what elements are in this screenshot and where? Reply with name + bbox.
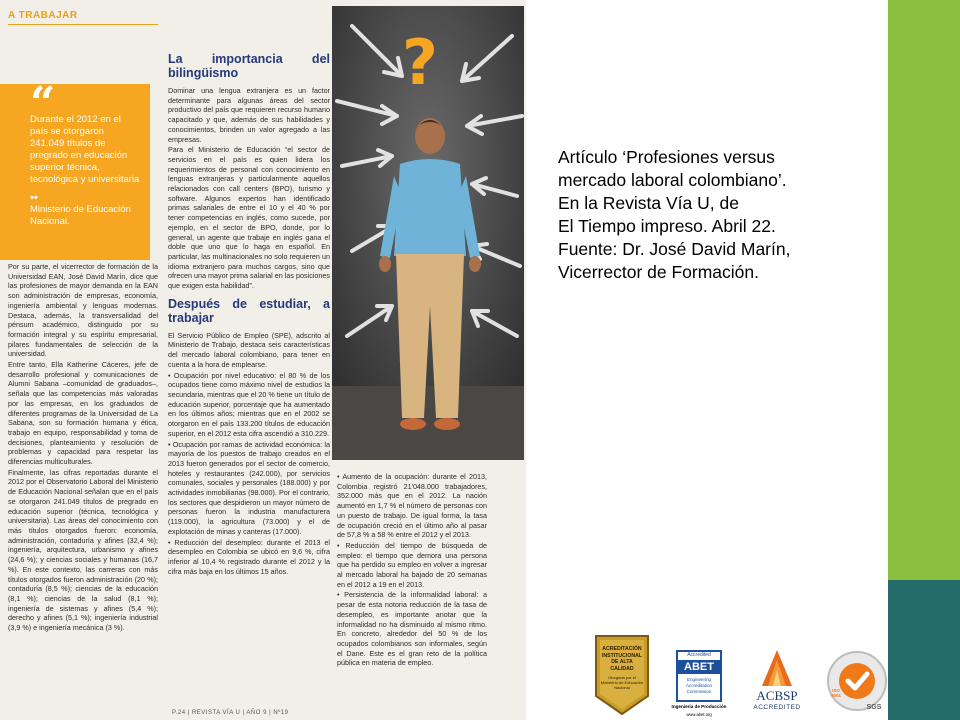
abet-sub1: Engineering bbox=[686, 677, 712, 682]
page-folio: P.24 | REVISTA VÍA U | AÑO 9 | Nº19 bbox=[172, 710, 289, 716]
svg-text:?: ? bbox=[402, 26, 438, 99]
acbsp-sub: ACCREDITED bbox=[753, 704, 801, 711]
abet-caption: Ingeniería de Producción bbox=[671, 704, 727, 709]
article-photo bbox=[332, 6, 524, 460]
accent-bar-green bbox=[888, 0, 960, 580]
abet-sub3: Commission bbox=[686, 689, 712, 694]
caption-line: Artículo ‘Profesiones versus bbox=[558, 147, 775, 167]
paragraph: • Reducción del tiempo de búsqueda de empleo: el tiempo que demora una persona que ha perdido su empleo en volver a ingresar al mercado laboral ha bajado de 20 semanas en el 2012 a 19 en el 2013. bbox=[337, 540, 487, 589]
paragraph: • Ocupación por ramas de actividad económica: la mayoría de los puestos de trabajo creados en el 2013 fueron generados por el sector de comercio, hoteles y restaurantes (242.000), por servicios comunales, sociales y personales (188.000) y por actividades inmobiliarias (98.000). Por el contrario, los sectores que despidieron un mayor número de personas fueron la industria manufacturera (119.000), la agricultura (73.000) y el de explotación de minas y canteras (17.000). bbox=[168, 439, 330, 536]
quote-dots: •• bbox=[30, 192, 38, 204]
section-heading: La importancia del bilingüismo bbox=[168, 52, 330, 80]
abet-top: Accredited bbox=[687, 652, 711, 658]
paragraph: • Persistencia de la informalidad laboral: a pesar de esta notoria reducción de la tasa de desempleo, es importante anotar que la informalidad no ha disminuido al mismo ritmo. En concreto, alrededor del 50 % de los ocupados colombianos son informales, según el Dane. Este es el gran reto de la política pública en materia de empleo. bbox=[337, 590, 487, 668]
acbsp-flame-icon bbox=[748, 648, 806, 688]
article-column-left bbox=[8, 262, 158, 634]
abet-mark: ABET bbox=[678, 660, 720, 674]
paragraph: Entre tanto, Ella Katherine Cáceres, jefe de desarrollo profesional y comunicaciones de Alumni Sabana –comunidad de graduados–, señala que las competencias más valoradas por las empresas, en los graduados de diferentes programas de la Universidad de La Sabana, son su formación humana y ética, trabajo en equipo, responsabilidad y toma de decisiones, planteamiento y resolución de problemas y capacidad para respetar las diferencias multiculturales. bbox=[8, 360, 158, 467]
paragraph: • Aumento de la ocupación: durante el 2013, Colombia registró 21'048.000 trabajadores, 352.000 más que en el 2012. La nación aumentó en 1,7 % el número de personas con un puesto de trabajo. De igual forma, la tasa de ocupación creció en el último año al pasar de 57,8 % a 58 % entre el 2012 y el 2013. bbox=[337, 472, 487, 540]
chalkboard-man-illustration bbox=[332, 6, 524, 460]
acbsp-logo bbox=[748, 648, 806, 716]
caption-line: Fuente: Dr. José David Marín, bbox=[558, 239, 791, 259]
paragraph: El Servicio Público de Empleo (SPE), adscrito al Ministerio de Trabajo, destaca seis características del mercado laboral colombiano, para tener en cuenta a la hora de emplearse. bbox=[168, 330, 330, 369]
acreditacion-logo bbox=[592, 634, 652, 716]
paragraph: Finalmente, las cifras reportadas durante el 2012 por el Observatorio Laboral del Ministerio de Educación Nacional señalan que en el país se otorgaron 241.049 títulos de pregrado en educación superior (técnica, tecnológica y universitaria). Las áreas del conocimiento con más títulos otorgados fueron: economía, administración, contaduría y afines (32,4 %); ingeniería, arquitectura, urbanismo y afines (24,6 %); y ciencias sociales y humanas (16,7 %). En este contexto, las carreras con más títulos otorgados fueron administración (20 %); contaduría (8,5 %); ciencias de la educación (8,1 %); ciencias de la salud (8,1 %); ingeniería de sistemas y afines (5,4 %); derecho y afines (5,1 %); ingeniería industrial (3,9 %) e ingeniería mecánica (3 %). bbox=[8, 467, 158, 633]
paragraph: Para el Ministerio de Educación “el sector de servicios en el país es quien lidera los requerimientos de personal con conocimiento en lenguas extranjeras y particularmente aquellos relacionados con call centers (BPO), turismo y software. Algunos expertos han identificado primas salariales de entre el 10 y el 40 % por tener competencias en inglés, como sucede, por ejemplo, en el sector de BPO, donde, por lo general, un agente que trabaje en inglés gana el doble que uno que lo haga en español. En particular, las multinacionales no solo requieren un idioma extranjero para muchos cargos, sino que ofrecen una mayor prima salarial en las posiciones que exigen esta habilidad”. bbox=[168, 145, 330, 291]
acbsp-mark: ACBSP bbox=[756, 688, 798, 703]
caption-line: mercado laboral colombiano’. bbox=[558, 170, 787, 190]
paragraph: Por su parte, el vicerrector de formación de la Universidad EAN, José David Marín, dice que las profesiones de mayor demanda en la EAN son administración de empresas, economía, ingeniería ambiental y lenguas modernas. Destaca, además, la transversalidad del pénsum académico, distinguido por su formación integral y su espíritu empresarial, pilares fundamentales de selección de la universidad. bbox=[8, 262, 158, 359]
caption-line: El Tiempo impreso. Abril 22. bbox=[558, 216, 776, 236]
pull-quote bbox=[0, 78, 150, 260]
acred-line1: ACREDITACIÓN bbox=[602, 646, 642, 652]
acred-line3: DE ALTA CALIDAD bbox=[610, 659, 634, 672]
abet-sub2: Accreditation bbox=[685, 683, 712, 688]
quote-text: Durante el 2012 en el país se otorgaron 241.049 títulos de pregrado en educación superior técnica, tecnológica y universitaria bbox=[30, 114, 140, 185]
caption-line: Vicerrector de Formación. bbox=[558, 262, 760, 282]
abet-url: www.abet.org bbox=[686, 712, 712, 717]
slide-caption bbox=[558, 146, 858, 284]
quote-source: Ministerio de Educación Nacional. bbox=[30, 204, 131, 227]
sgs-mark: SGS bbox=[866, 704, 882, 711]
sgs-logo bbox=[826, 650, 888, 716]
quote-mark: “ bbox=[30, 78, 56, 129]
article-column-middle bbox=[168, 52, 330, 577]
acred-line2: INSTITUCIONAL bbox=[601, 652, 643, 659]
section-rule bbox=[8, 24, 158, 25]
section-label: A TRABAJAR bbox=[8, 10, 78, 21]
paragraph: • Ocupación por nivel educativo: el 80 % de los ocupados tiene como máximo nivel de estudios la secundaria, mientras que el 20 % tiene un título de educación superior, porcentaje que ha aumentado en los últimos años; mientras que en el 2002 se otorgaron en el país 133.200 títulos de educación superior, en el 2012 esta cifra ascendió a 310.229. bbox=[168, 370, 330, 438]
abet-logo bbox=[672, 650, 726, 720]
sgs-badge: ISO 9001 bbox=[830, 688, 841, 698]
section-heading: Después de estudiar, a trabajar bbox=[168, 296, 330, 325]
paragraph: Dominar una lengua extranjera es un factor determinante para algunas áreas del sector productivo del país que requieren recurso humano capacitado y que, además de sus habilidades y conocimientos, brinden un valor agregado a las empresas. bbox=[168, 86, 330, 144]
caption-line: En la Revista Vía U, de bbox=[558, 193, 739, 213]
article-column-right bbox=[337, 472, 487, 669]
paragraph: • Reducción del desempleo: durante el 2013 el desempleo en Colombia se ubicó en 9,6 %, cifra inferior al 10,4 % registrado durante el 2012 y la cifra más baja en los últimos 15 años. bbox=[168, 537, 330, 576]
accent-bar-teal bbox=[888, 580, 960, 720]
acred-line4: Otorgada por el Ministerio de Educación Nacional bbox=[600, 675, 644, 690]
